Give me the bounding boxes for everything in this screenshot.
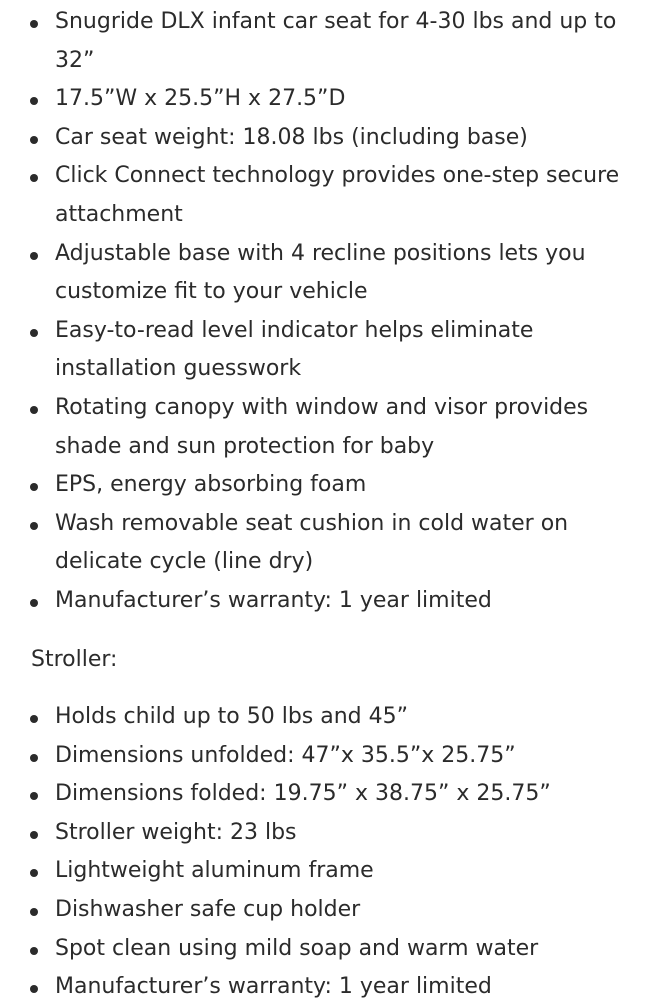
car-seat-feature-list: [0, 3, 653, 621]
list-item: Spot clean using mild soap and warm water: [0, 930, 653, 969]
list-item: Car seat weight: 18.08 lbs (including base): [0, 119, 653, 158]
list-item: Click Connect technology provides one-step secure attachment: [0, 157, 653, 234]
list-item: Rotating canopy with window and visor provides shade and sun protection for baby: [0, 389, 653, 466]
list-item: Dimensions folded: 19.75” x 38.75” x 25.75”: [0, 775, 653, 814]
list-item: Dishwasher safe cup holder: [0, 891, 653, 930]
list-item: Snugride DLX infant car seat for 4-30 lbs and up to 32”: [0, 3, 653, 80]
stroller-heading: Stroller:: [31, 647, 118, 672]
list-item: EPS, energy absorbing foam: [0, 466, 653, 505]
list-item: Dimensions unfolded: 47”x 35.5”x 25.75”: [0, 737, 653, 776]
stroller-feature-list: [0, 698, 653, 1000]
list-item: Manufacturer’s warranty: 1 year limited: [0, 968, 653, 1000]
list-item: Manufacturer’s warranty: 1 year limited: [0, 582, 653, 621]
list-item: Lightweight aluminum frame: [0, 852, 653, 891]
list-item: 17.5”W x 25.5”H x 27.5”D: [0, 80, 653, 119]
list-item: Stroller weight: 23 lbs: [0, 814, 653, 853]
list-item: Wash removable seat cushion in cold water on delicate cycle (line dry): [0, 505, 653, 582]
list-item: Holds child up to 50 lbs and 45”: [0, 698, 653, 737]
list-item: Easy-to-read level indicator helps eliminate installation guesswork: [0, 312, 653, 389]
list-item: Adjustable base with 4 recline positions lets you customize fit to your vehicle: [0, 235, 653, 312]
